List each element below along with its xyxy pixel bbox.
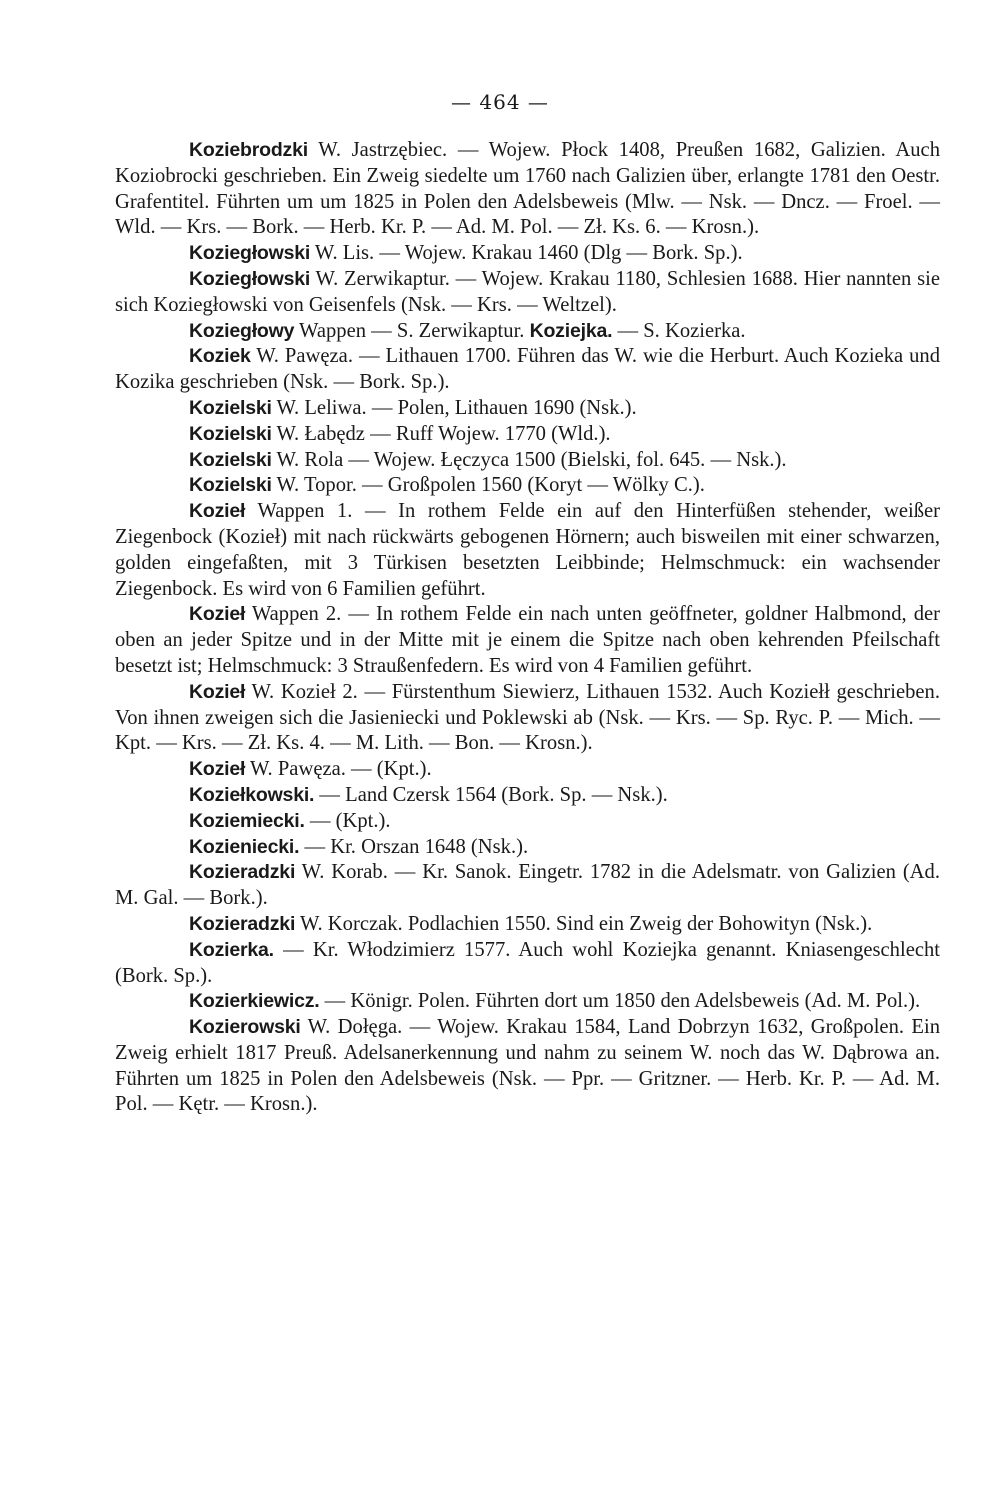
entry xyxy=(115,989,940,1015)
entry-name: Kozielski xyxy=(189,422,272,445)
entry xyxy=(115,757,940,783)
entry xyxy=(115,680,940,757)
entry-name: Koziegłowski xyxy=(189,242,311,265)
entry-text: W. Lis. — Wojew. Krakau 1460 (Dlg — Bork. Sp.). xyxy=(310,242,743,265)
entry xyxy=(115,912,940,938)
entry xyxy=(115,1015,940,1118)
entry-name: Kozierowski xyxy=(189,1016,301,1039)
entry-name: Koziegłowski xyxy=(189,267,311,290)
entry-text: W. Pawęza. — Lithauen 1700. Führen das W. wie die Herburt. Auch Kozieka und Kozika geschrieben (Nsk. — Bork. Sp.). xyxy=(115,345,940,394)
entry xyxy=(115,835,940,861)
entry-name: Kozieradzki xyxy=(189,912,296,935)
entry-name: Koziełkowski. xyxy=(189,783,315,806)
entry xyxy=(115,319,940,345)
entry xyxy=(115,422,940,448)
entry-name: Kozieł xyxy=(189,758,246,781)
entry xyxy=(115,809,940,835)
entry-text: W. Pawęza. — (Kpt.). xyxy=(245,758,432,781)
entry xyxy=(115,138,940,241)
entry-name: Kozielski xyxy=(189,448,272,471)
entry-text: — Land Czersk 1564 (Bork. Sp. — Nsk.). xyxy=(314,783,668,806)
entry-name: Koziebrodzki xyxy=(189,139,308,161)
entry-name: Kozielski xyxy=(189,396,272,419)
entry xyxy=(115,499,940,602)
entry-text: W. Rola — Wojew. Łęczyca 1500 (Bielski, fol. 645. — Nsk.). xyxy=(271,448,787,471)
entry-text: W. Zerwikaptur. — Wojew. Krakau 1180, Schlesien 1688. Hier nannten sie sich Koziegłowski von Geisenfels (Nsk. — Krs. — Weltzel). xyxy=(115,267,940,316)
entry-text: Wappen 1. — In rothem Felde ein auf den Hinterfüßen stehender, weißer Ziegenbock (Kozieł) mit nach rückwärts gebogenen Hörnern; auch bisweilen mit einer schwarzen, golden eingefaßten, mit 3 Türkisen besetzten Leibbinde; Helmschmuck: ein wachsender Ziegenbock. Es wird von 6 Familien geführt. xyxy=(115,500,940,600)
entry-text: Wappen 2. — In rothem Felde ein nach unten geöffneter, goldner Halbmond, der oben an jeder Spitze und in der Mitte mit je einem die Spitze nach oben kehrenden Pfeilschaft besetzt ist; Helmschmuck: 3 Straußenfedern. Es wird von 4 Familien geführt. xyxy=(115,603,940,677)
entry-text: W. Korczak. Podlachien 1550. Sind ein Zweig der Bohowityn (Nsk.). xyxy=(295,912,873,935)
entry xyxy=(115,783,940,809)
entry xyxy=(115,267,940,319)
entry-name: Kozieł xyxy=(189,680,246,703)
entry xyxy=(115,448,940,474)
entry-name: Kozieradzki xyxy=(189,861,296,884)
entry-text: W. Topor. — Großpolen 1560 (Koryt — Wölky C.). xyxy=(271,474,705,497)
entry-name: Kozieł xyxy=(189,500,246,523)
entry xyxy=(115,860,940,912)
entry-name: Kozieł xyxy=(189,603,246,626)
page-number: — 464 — xyxy=(451,90,549,114)
entry-name: Koziemiecki. xyxy=(189,809,305,832)
entry-name: Kozierkiewicz. xyxy=(189,990,320,1013)
entry xyxy=(115,938,940,990)
entry xyxy=(115,473,940,499)
entry xyxy=(115,602,940,679)
entry-text: — (Kpt.). xyxy=(304,809,391,832)
entry-text: — Königr. Polen. Führten dort um 1850 den Adelsbeweis (Ad. M. Pol.). xyxy=(319,990,921,1013)
entry-text: W. Jastrzębiec. — Wojew. Płock 1408, Preußen 1682, Galizien. Auch Koziobrocki geschrieben. Ein Zweig siedelte um 1760 nach Galizien über, erlangte 1781 den Oestr. Grafentitel. Führten um um 1825 in Polen den Adelsbeweis (Mlw. — Nsk. — Dncz. — Froel. — Wld. — Krs. — Bork. — Herb. Kr. P. — Ad. M. Pol. — Zł. Ks. 6. — Krosn.). xyxy=(115,139,940,239)
entry-text: W. Kozieł 2. — Fürstenthum Siewierz, Lithauen 1532. Auch Koziełł geschrieben. Von ihnen zweigen sich die Jasieniecki und Poklewski ab (Nsk. — Krs. — Sp. Ryc. P. — Mich. — Kpt. — Krs. — Zł. Ks. 4. — M. Lith. — Bon. — Krosn.). xyxy=(115,680,940,755)
entry xyxy=(115,241,940,267)
entry-name: Koziejka. xyxy=(529,319,613,342)
entry-text: W. Leliwa. — Polen, Lithauen 1690 (Nsk.). xyxy=(271,396,637,419)
entry-name: Kozielski xyxy=(189,474,272,497)
entry-text: — Kr. Włodzimierz 1577. Auch wohl Koziejka genannt. Kniasengeschlecht (Bork. Sp.). xyxy=(115,938,940,987)
entry-name: Kozierka. xyxy=(189,938,274,961)
entry-text: — S. Kozierka. xyxy=(612,319,746,342)
entry-name: Koziegłowy xyxy=(189,319,295,342)
entry-name: Kozieniecki. xyxy=(189,835,300,858)
entry-text: W. Łabędz — Ruff Wojew. 1770 (Wld.). xyxy=(271,422,611,445)
entry-name: Koziek xyxy=(189,345,251,368)
entry-text: W. Korab. — Kr. Sanok. Eingetr. 1782 in die Adelsmatr. von Galizien (Ad. M. Gal. — Bork.). xyxy=(115,861,940,910)
entry-text: Wappen — S. Zerwikaptur. xyxy=(294,319,530,342)
entry xyxy=(115,396,940,422)
entry xyxy=(115,344,940,396)
entry-text: — Kr. Orszan 1648 (Nsk.). xyxy=(299,835,529,858)
entry-text: W. Dołęga. — Wojew. Krakau 1584, Land Dobrzyn 1632, Großpolen. Ein Zweig erhielt 1817 Preuß. Adelsanerkennung und nahm zu seinem W. noch das W. Dąbrowa an. Führten um 1825 in Polen den Adelsbeweis (Nsk. — Ppr. — Gritzner. — Herb. Kr. P. — Ad. M. Pol. — Kętr. — Krosn.). xyxy=(115,1016,940,1116)
entry-list xyxy=(115,138,940,1118)
